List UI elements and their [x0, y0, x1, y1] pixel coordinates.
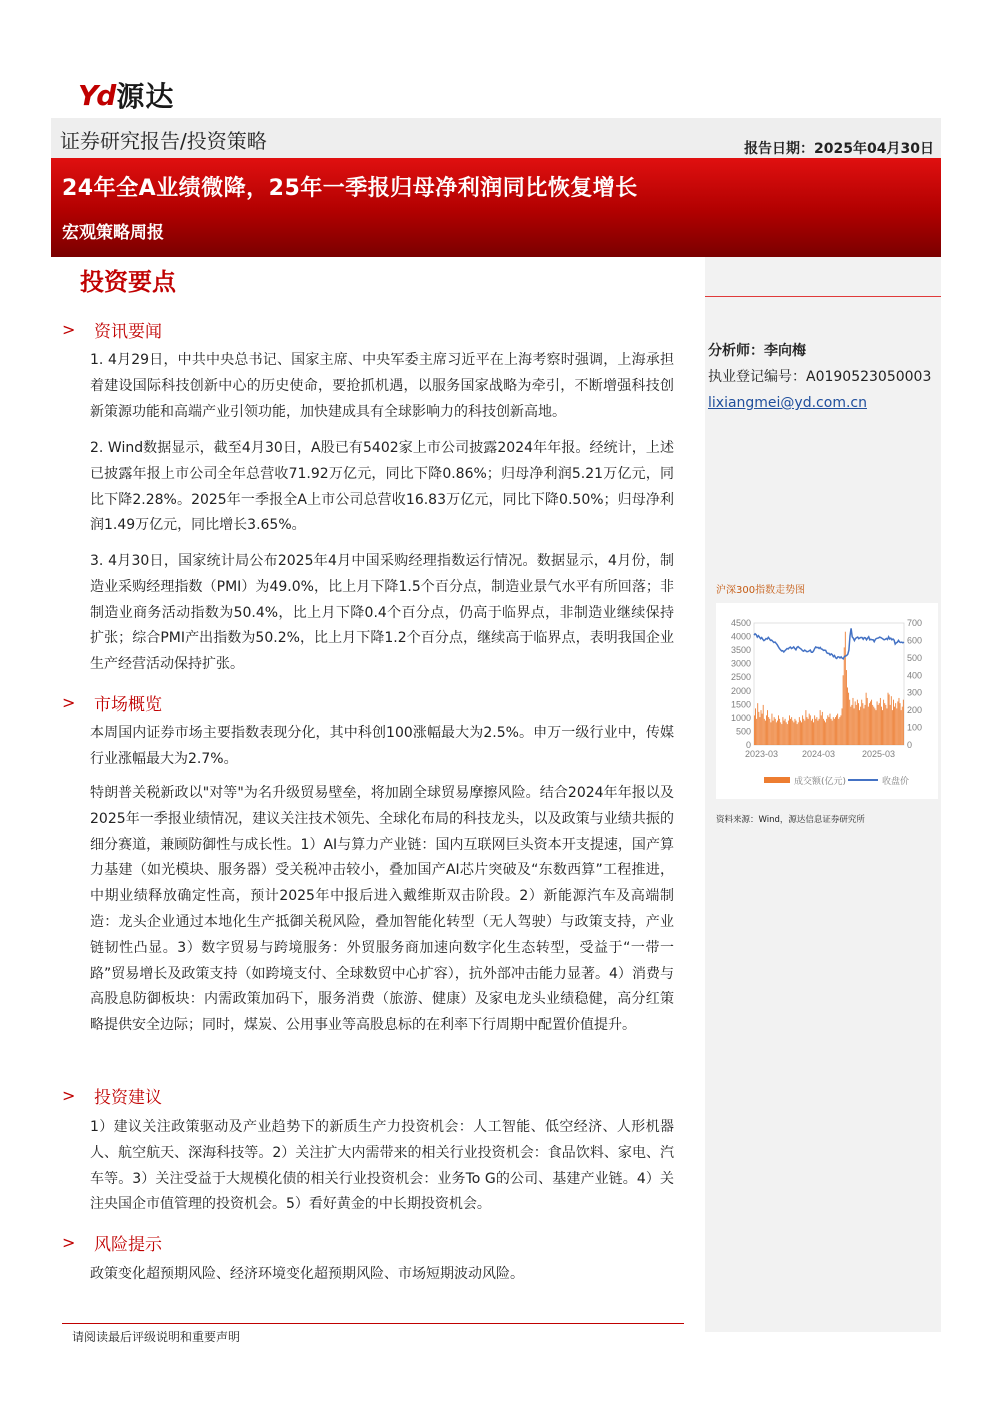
section-label: 投资建议	[94, 1088, 162, 1108]
right-axis-tick-label: 700	[907, 618, 923, 628]
volume-bar	[789, 715, 790, 745]
volume-bar	[867, 698, 868, 745]
right-axis-tick-label: 600	[907, 635, 923, 646]
volume-bar	[876, 710, 877, 745]
volume-bar	[880, 698, 881, 745]
volume-bar	[765, 721, 766, 745]
volume-bar	[758, 712, 759, 745]
left-axis-tick-label: 1500	[730, 699, 751, 710]
volume-bar	[795, 719, 796, 745]
chart-svg	[716, 603, 938, 799]
volume-bar	[807, 717, 808, 745]
volume-bar	[774, 717, 775, 745]
index-chart	[716, 603, 938, 799]
right-axis-tick-label: 200	[907, 705, 923, 716]
chart-title: 沪深300指数走势图	[716, 585, 806, 596]
volume-bar	[802, 715, 803, 745]
volume-bar	[799, 717, 800, 745]
volume-bar	[899, 698, 900, 745]
volume-bar	[903, 700, 904, 745]
volume-bar	[849, 700, 850, 745]
volume-bar	[845, 632, 846, 745]
section-risk-header	[62, 1230, 162, 1255]
volume-bar	[764, 719, 765, 745]
volume-bar	[863, 708, 864, 745]
volume-bar	[759, 717, 760, 745]
volume-bar	[814, 715, 815, 745]
legend-swatch-volume	[764, 777, 790, 783]
analyst-info	[708, 338, 931, 416]
analyst-email-link[interactable]: lixiangmei@yd.com.cn	[708, 395, 867, 411]
volume-bar	[825, 722, 826, 745]
volume-bar	[890, 705, 891, 745]
volume-bar	[835, 717, 836, 745]
advice-paragraph: 1）建议关注政策驱动及产业趋势下的新质生产力投资机会：人工智能、低空经济、人形机器人、航空航天、深海科技等。2）关注扩大内需带来的相关行业投资机会：食品饮料、家电、汽车等。3）关注受益于大规模化债的相关行业投资机会：业务To G的公司、基建产业链。4）关注央国企市值管理的投资机会。5）看好黄金的中长期投资机会。	[90, 1119, 674, 1213]
volume-bar	[769, 719, 770, 745]
chevron-right-icon: >	[62, 1086, 76, 1105]
volume-bar	[823, 719, 824, 745]
left-axis-tick-label: 4500	[730, 618, 751, 628]
volume-bar	[796, 721, 797, 745]
chevron-right-icon: >	[62, 1233, 76, 1252]
volume-bar	[847, 687, 848, 745]
volume-bar	[788, 721, 789, 745]
volume-bar	[824, 721, 825, 745]
volume-bar	[895, 703, 896, 745]
volume-bar	[900, 703, 901, 745]
volume-bar	[862, 703, 863, 745]
volume-bar	[868, 707, 869, 745]
volume-bar	[812, 719, 813, 745]
volume-bar	[768, 717, 769, 745]
volume-bar	[822, 712, 823, 745]
volume-bar	[840, 715, 841, 745]
volume-bar	[848, 693, 849, 745]
volume-bar	[860, 707, 861, 745]
right-axis-tick-label: 500	[907, 652, 923, 663]
volume-bar	[775, 719, 776, 745]
volume-bar	[870, 701, 871, 745]
volume-bar	[871, 700, 872, 745]
volume-bar	[869, 703, 870, 745]
volume-bar	[851, 705, 852, 745]
section-label: 市场概览	[94, 695, 162, 715]
volume-bar	[873, 707, 874, 745]
volume-bar	[815, 719, 816, 745]
volume-bar	[810, 715, 811, 745]
footer-disclaimer: 请阅读最后评级说明和重要声明	[72, 1330, 241, 1344]
volume-bar	[834, 719, 835, 745]
section-label: 风险提示	[94, 1235, 162, 1255]
volume-bar	[886, 708, 887, 745]
volume-bar	[884, 703, 885, 745]
volume-bar	[874, 708, 875, 745]
volume-bar	[859, 710, 860, 745]
volume-bar	[897, 701, 898, 745]
analyst-license: 执业登记编号：A0190523050003	[708, 369, 932, 385]
chevron-right-icon: >	[62, 320, 76, 339]
volume-bar	[865, 705, 866, 745]
volume-bar	[767, 710, 768, 745]
volume-bar	[902, 707, 903, 745]
left-axis-tick-label: 4000	[730, 631, 751, 642]
company-logo	[78, 78, 174, 112]
volume-bar	[804, 721, 805, 745]
news-paragraph-1: 1. 4月29日，中共中央总书记、国家主席、中央军委主席习近平在上海考察时强调，上海承担着建设国际科技创新中心的历史使命，要抢抓机遇，以服务国家战略为牵引，不断增强科技创新策源功能和高端产业引领功能，加快建成具有全球影响力的科技创新高地。	[90, 352, 674, 420]
volume-bar	[838, 719, 839, 745]
x-axis-tick-label: 2023-03	[744, 749, 779, 759]
volume-bar	[770, 722, 771, 745]
volume-bar	[883, 700, 884, 745]
volume-bar	[881, 707, 882, 745]
volume-bar	[801, 722, 802, 745]
left-axis-tick-label: 3000	[730, 658, 751, 669]
volume-bar	[811, 721, 812, 745]
volume-bar	[780, 722, 781, 745]
volume-bar	[776, 722, 777, 745]
logo-mark: Yd	[78, 78, 115, 112]
volume-bar	[846, 670, 847, 745]
volume-bar	[856, 705, 857, 745]
volume-bar	[793, 722, 794, 745]
volume-bar	[892, 710, 893, 745]
volume-bar	[756, 719, 757, 745]
volume-bar	[781, 724, 782, 745]
left-axis-tick-label: 2000	[730, 685, 751, 696]
market-paragraph-1: 本周国内证券市场主要指数表现分化，其中科创100涨幅最大为2.5%。申万一级行业中，传媒行业涨幅最大为2.7%。	[90, 725, 674, 767]
volume-bar	[805, 710, 806, 745]
volume-bar	[762, 714, 763, 745]
sidebar-divider	[705, 296, 941, 297]
section-news-header	[62, 317, 162, 342]
chevron-right-icon: >	[62, 693, 76, 712]
volume-bar	[833, 717, 834, 745]
volume-bar	[853, 698, 854, 745]
news-paragraph-3: 3. 4月30日，国家统计局公布2025年4月中国采购经理指数运行情况。数据显示，4月份，制造业采购经理指数（PMI）为49.0%，比上月下降1.5个百分点，制造业景气水平有所回落；非制造业商务活动指数为50.4%，比上月下降0.4个百分点，仍高于临界点，非制造业继续保持扩张；综合PMI产出指数为50.2%，比上月下降1.2个百分点，继续高于临界点，表明我国企业生产经营活动保持扩张。	[90, 553, 674, 673]
volume-bar	[888, 693, 889, 745]
analyst-name: 分析师：李向梅	[708, 343, 806, 359]
volume-bar	[878, 705, 879, 745]
volume-bar	[761, 710, 762, 745]
volume-bar	[809, 714, 810, 745]
volume-bar	[766, 715, 767, 745]
risk-paragraph: 政策变化超预期风险、经济环境变化超预期风险、市场短期波动风险。	[90, 1266, 524, 1282]
news-paragraph-2: 2. Wind数据显示，截至4月30日，A股已有5402家上市公司披露2024年年报。经统计，上述已披露年报上市公司全年总营收71.92万亿元，同比下降0.86%；归母净利润5.21万亿元，同比下降2.28%。2025年一季报全A上市公司总营收16.83万亿元，同比下降0.50%；归母净利润1.49万亿元，同比增长3.65%。	[90, 440, 674, 534]
volume-bar	[773, 721, 774, 745]
x-axis-tick-label: 2024-03	[801, 749, 836, 759]
volume-bar	[790, 719, 791, 745]
volume-bar	[754, 715, 755, 745]
volume-bar	[779, 719, 780, 745]
volume-bar	[839, 717, 840, 745]
volume-bar	[800, 721, 801, 745]
volume-bar	[893, 700, 894, 745]
left-axis-tick-label: 0	[745, 740, 751, 750]
right-axis-tick-label: 300	[907, 687, 923, 698]
volume-bar	[813, 722, 814, 745]
volume-bar	[797, 724, 798, 745]
footer-divider	[62, 1323, 684, 1324]
volume-bar	[857, 700, 858, 745]
volume-bar	[896, 708, 897, 745]
volume-bar	[882, 710, 883, 745]
volume-bar	[861, 700, 862, 745]
volume-bar	[787, 724, 788, 745]
logo-text: 源达	[116, 80, 175, 113]
volume-bar	[826, 719, 827, 745]
volume-bar	[831, 719, 832, 745]
volume-bar	[791, 717, 792, 745]
volume-bar	[844, 647, 845, 745]
section-advice-header	[62, 1083, 162, 1108]
right-axis-tick-label: 100	[907, 722, 923, 733]
report-date: 报告日期：2025年04月30日	[744, 141, 934, 157]
volume-bar	[786, 722, 787, 745]
legend-label-volume: 成交额(亿元)	[794, 777, 847, 787]
left-axis-tick-label: 500	[735, 726, 751, 737]
section-label: 资讯要闻	[94, 322, 162, 342]
volume-bar	[901, 710, 902, 745]
volume-bar	[889, 694, 890, 745]
left-axis-tick-label: 2500	[730, 672, 751, 683]
volume-bar	[772, 714, 773, 745]
volume-bar	[891, 696, 892, 745]
report-title: 24年全A业绩微降，25年一季报归母净利润同比恢复增长	[62, 176, 638, 201]
volume-bar	[777, 721, 778, 745]
volume-bar	[803, 719, 804, 745]
volume-bar	[820, 710, 821, 745]
volume-bar	[830, 714, 831, 745]
report-type: 证券研究报告/投资策略	[60, 129, 267, 153]
volume-bar	[843, 675, 844, 745]
volume-bar	[757, 703, 758, 745]
report-subtitle: 宏观策略周报	[62, 223, 164, 243]
right-axis-tick-label: 0	[907, 740, 913, 750]
volume-bar	[827, 715, 828, 745]
volume-bar	[894, 707, 895, 745]
volume-bar	[808, 719, 809, 745]
volume-bar	[819, 719, 820, 745]
right-axis-tick-label: 400	[907, 670, 923, 681]
volume-bar	[842, 708, 843, 745]
volume-bar	[798, 722, 799, 745]
volume-bar	[850, 707, 851, 745]
volume-bar	[866, 693, 867, 745]
volume-bar	[782, 717, 783, 745]
volume-bar	[858, 703, 859, 745]
volume-bar	[855, 701, 856, 745]
section-market-header	[62, 690, 162, 715]
volume-bar	[872, 705, 873, 745]
volume-bar	[854, 708, 855, 745]
volume-bar	[821, 715, 822, 745]
volume-bar	[816, 717, 817, 745]
legend-label-close: 收盘价	[882, 777, 910, 787]
volume-bar	[885, 705, 886, 745]
volume-bar	[763, 705, 764, 745]
volume-bar	[879, 703, 880, 745]
volume-bar	[792, 721, 793, 745]
volume-bar	[784, 721, 785, 745]
volume-bar	[877, 701, 878, 745]
volume-bar	[785, 719, 786, 745]
volume-bar	[778, 715, 779, 745]
volume-bar	[828, 717, 829, 745]
volume-bar	[832, 721, 833, 745]
chart-source: 资料来源：Wind，源达信息证券研究所	[716, 815, 865, 825]
left-axis-tick-label: 1000	[730, 712, 751, 723]
volume-bar	[836, 715, 837, 745]
x-axis-tick-label: 2025-03	[861, 749, 896, 759]
left-axis-tick-label: 3500	[730, 645, 751, 656]
main-heading: 投资要点	[80, 268, 176, 296]
market-paragraph-2: 特朗普关税新政以"对等"为名升级贸易壁垒，将加剧全球贸易摩擦风险。结合2024年年报以及2025年一季报业绩情况，建议关注技术领先、全球化布局的科技龙头，以及政策与业绩共振的细分赛道，兼顾防御性与成长性。1）AI与算力产业链：国内互联网巨头资本开支提速，国产算力基建（如光模块、服务器）受关税冲击较小，叠加国产AI芯片突破及“东数西算”工程推进，中期业绩释放确定性高，预计2025年中报后进入戴维斯双击阶段。2）新能源汽车及高端制造：龙头企业通过本地化生产抵御关税风险，叠加智能化转型（无人驾驶）与政策支持，产业链韧性凸显。3）数字贸易与跨境服务：外贸服务商加速向数字化生态转型，受益于“一带一路”贸易增长及政策支持（如跨境支付、全球数贸中心扩容），抗外部冲击能力显著。4）消费与高股息防御板块：内需政策加码下，服务消费（旅游、健康）及家电龙头业绩稳健，高分红策略提供安全边际；同时，煤炭、公用事业等高股息标的在利率下行周期中配置价值提升。	[90, 785, 674, 1034]
close-price-line	[754, 628, 904, 658]
volume-bar	[818, 721, 819, 745]
volume-bar	[755, 708, 756, 745]
volume-bar	[837, 714, 838, 745]
